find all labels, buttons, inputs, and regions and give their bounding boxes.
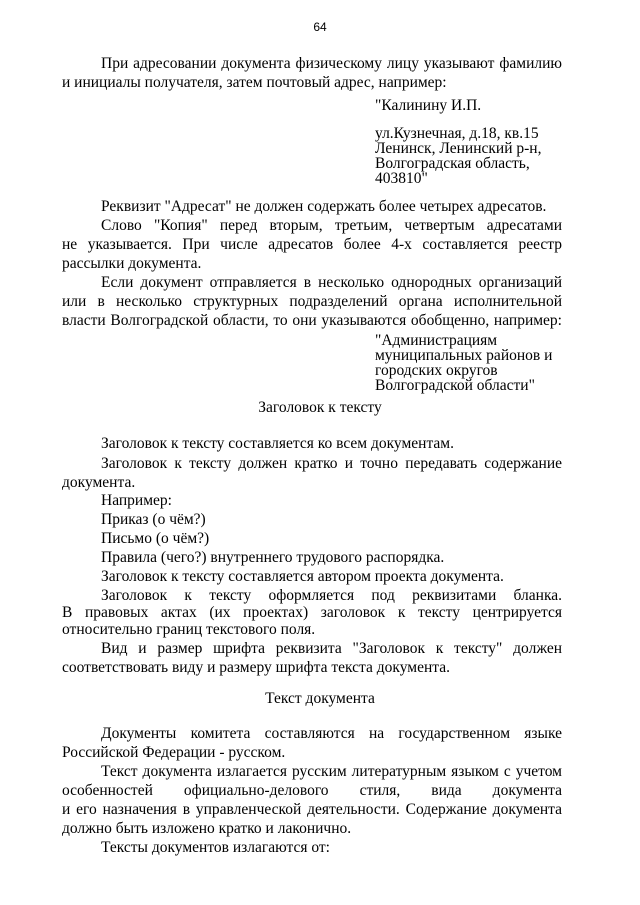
- paragraph-line: должно быть изложено кратко и лаконично.: [62, 820, 352, 837]
- paragraph-line: особенностей официально-делового стиля, вида документа: [62, 782, 562, 799]
- paragraph-line: Заголовок к тексту должен кратко и точно передавать содержание: [101, 455, 562, 472]
- paragraph-line: соответствовать виду и размеру шрифта текста документа.: [62, 659, 450, 676]
- address-line: городских округов: [375, 362, 498, 379]
- paragraph-line: Заголовок к тексту составляется автором проекта документа.: [101, 568, 504, 585]
- paragraph-line: Слово "Копия" перед вторым, третьим, четвертым адресатами: [101, 217, 562, 234]
- example-line: Например:: [101, 492, 172, 509]
- paragraph-line: Российской Федерации - русском.: [62, 744, 286, 761]
- paragraph-line: относительно границ текстового поля.: [62, 621, 316, 638]
- paragraph-line: и инициалы получателя, затем почтовый адрес, например:: [62, 74, 447, 91]
- address-line: муниципальных районов и: [375, 347, 553, 364]
- paragraph-line: При адресовании документа физическому лицу указывают фамилию: [101, 55, 562, 72]
- address-line: Волгоградская область,: [375, 155, 530, 172]
- section-heading: Заголовок к тексту: [258, 399, 382, 416]
- address-recipient-name: "Калинину И.П.: [375, 97, 482, 114]
- paragraph-line: власти Волгоградской области, то они указываются обобщенно, например:: [62, 312, 562, 329]
- section-heading: Текст документа: [265, 690, 375, 707]
- address-line: 403810": [375, 170, 428, 187]
- paragraph-line: Если документ отправляется в несколько однородных организаций: [101, 274, 562, 291]
- address-line: ул.Кузнечная, д.18, кв.15: [375, 125, 539, 142]
- paragraph-line: Текст документа излагается русским литературным языком с учетом: [101, 763, 562, 780]
- paragraph-line: или в несколько структурных подразделений органа исполнительной: [62, 293, 562, 310]
- example-line: Приказ (о чём?): [101, 511, 206, 528]
- paragraph-line: Реквизит "Адресат" не должен содержать более четырех адресатов.: [101, 198, 547, 215]
- paragraph-line: рассылки документа.: [62, 255, 202, 272]
- address-line: "Администрациям: [375, 332, 498, 349]
- paragraph-line: Документы комитета составляются на государственном языке: [101, 725, 562, 742]
- paragraph-line: и его назначения в управленческой деятельности. Содержание документа: [62, 801, 562, 818]
- paragraph-line: В правовых актах (их проектах) заголовок к тексту центрируется: [62, 604, 562, 621]
- paragraph-line: Тексты документов излагаются от:: [101, 839, 330, 856]
- address-line: Ленинск, Ленинский р-н,: [375, 140, 542, 157]
- paragraph-line: документа.: [62, 474, 136, 491]
- paragraph-line: Заголовок к тексту оформляется под реквизитами бланка.: [101, 587, 562, 604]
- example-line: Правила (чего?) внутреннего трудового распорядка.: [101, 549, 445, 566]
- page-number: 64: [313, 20, 327, 34]
- paragraph-line: Вид и размер шрифта реквизита "Заголовок к тексту" должен: [101, 640, 562, 657]
- paragraph-line: не указывается. При числе адресатов более 4-х составляется реестр: [62, 236, 562, 253]
- address-line: Волгоградской области": [375, 377, 535, 394]
- example-line: Письмо (о чём?): [101, 530, 210, 547]
- paragraph-line: Заголовок к тексту составляется ко всем документам.: [101, 435, 454, 452]
